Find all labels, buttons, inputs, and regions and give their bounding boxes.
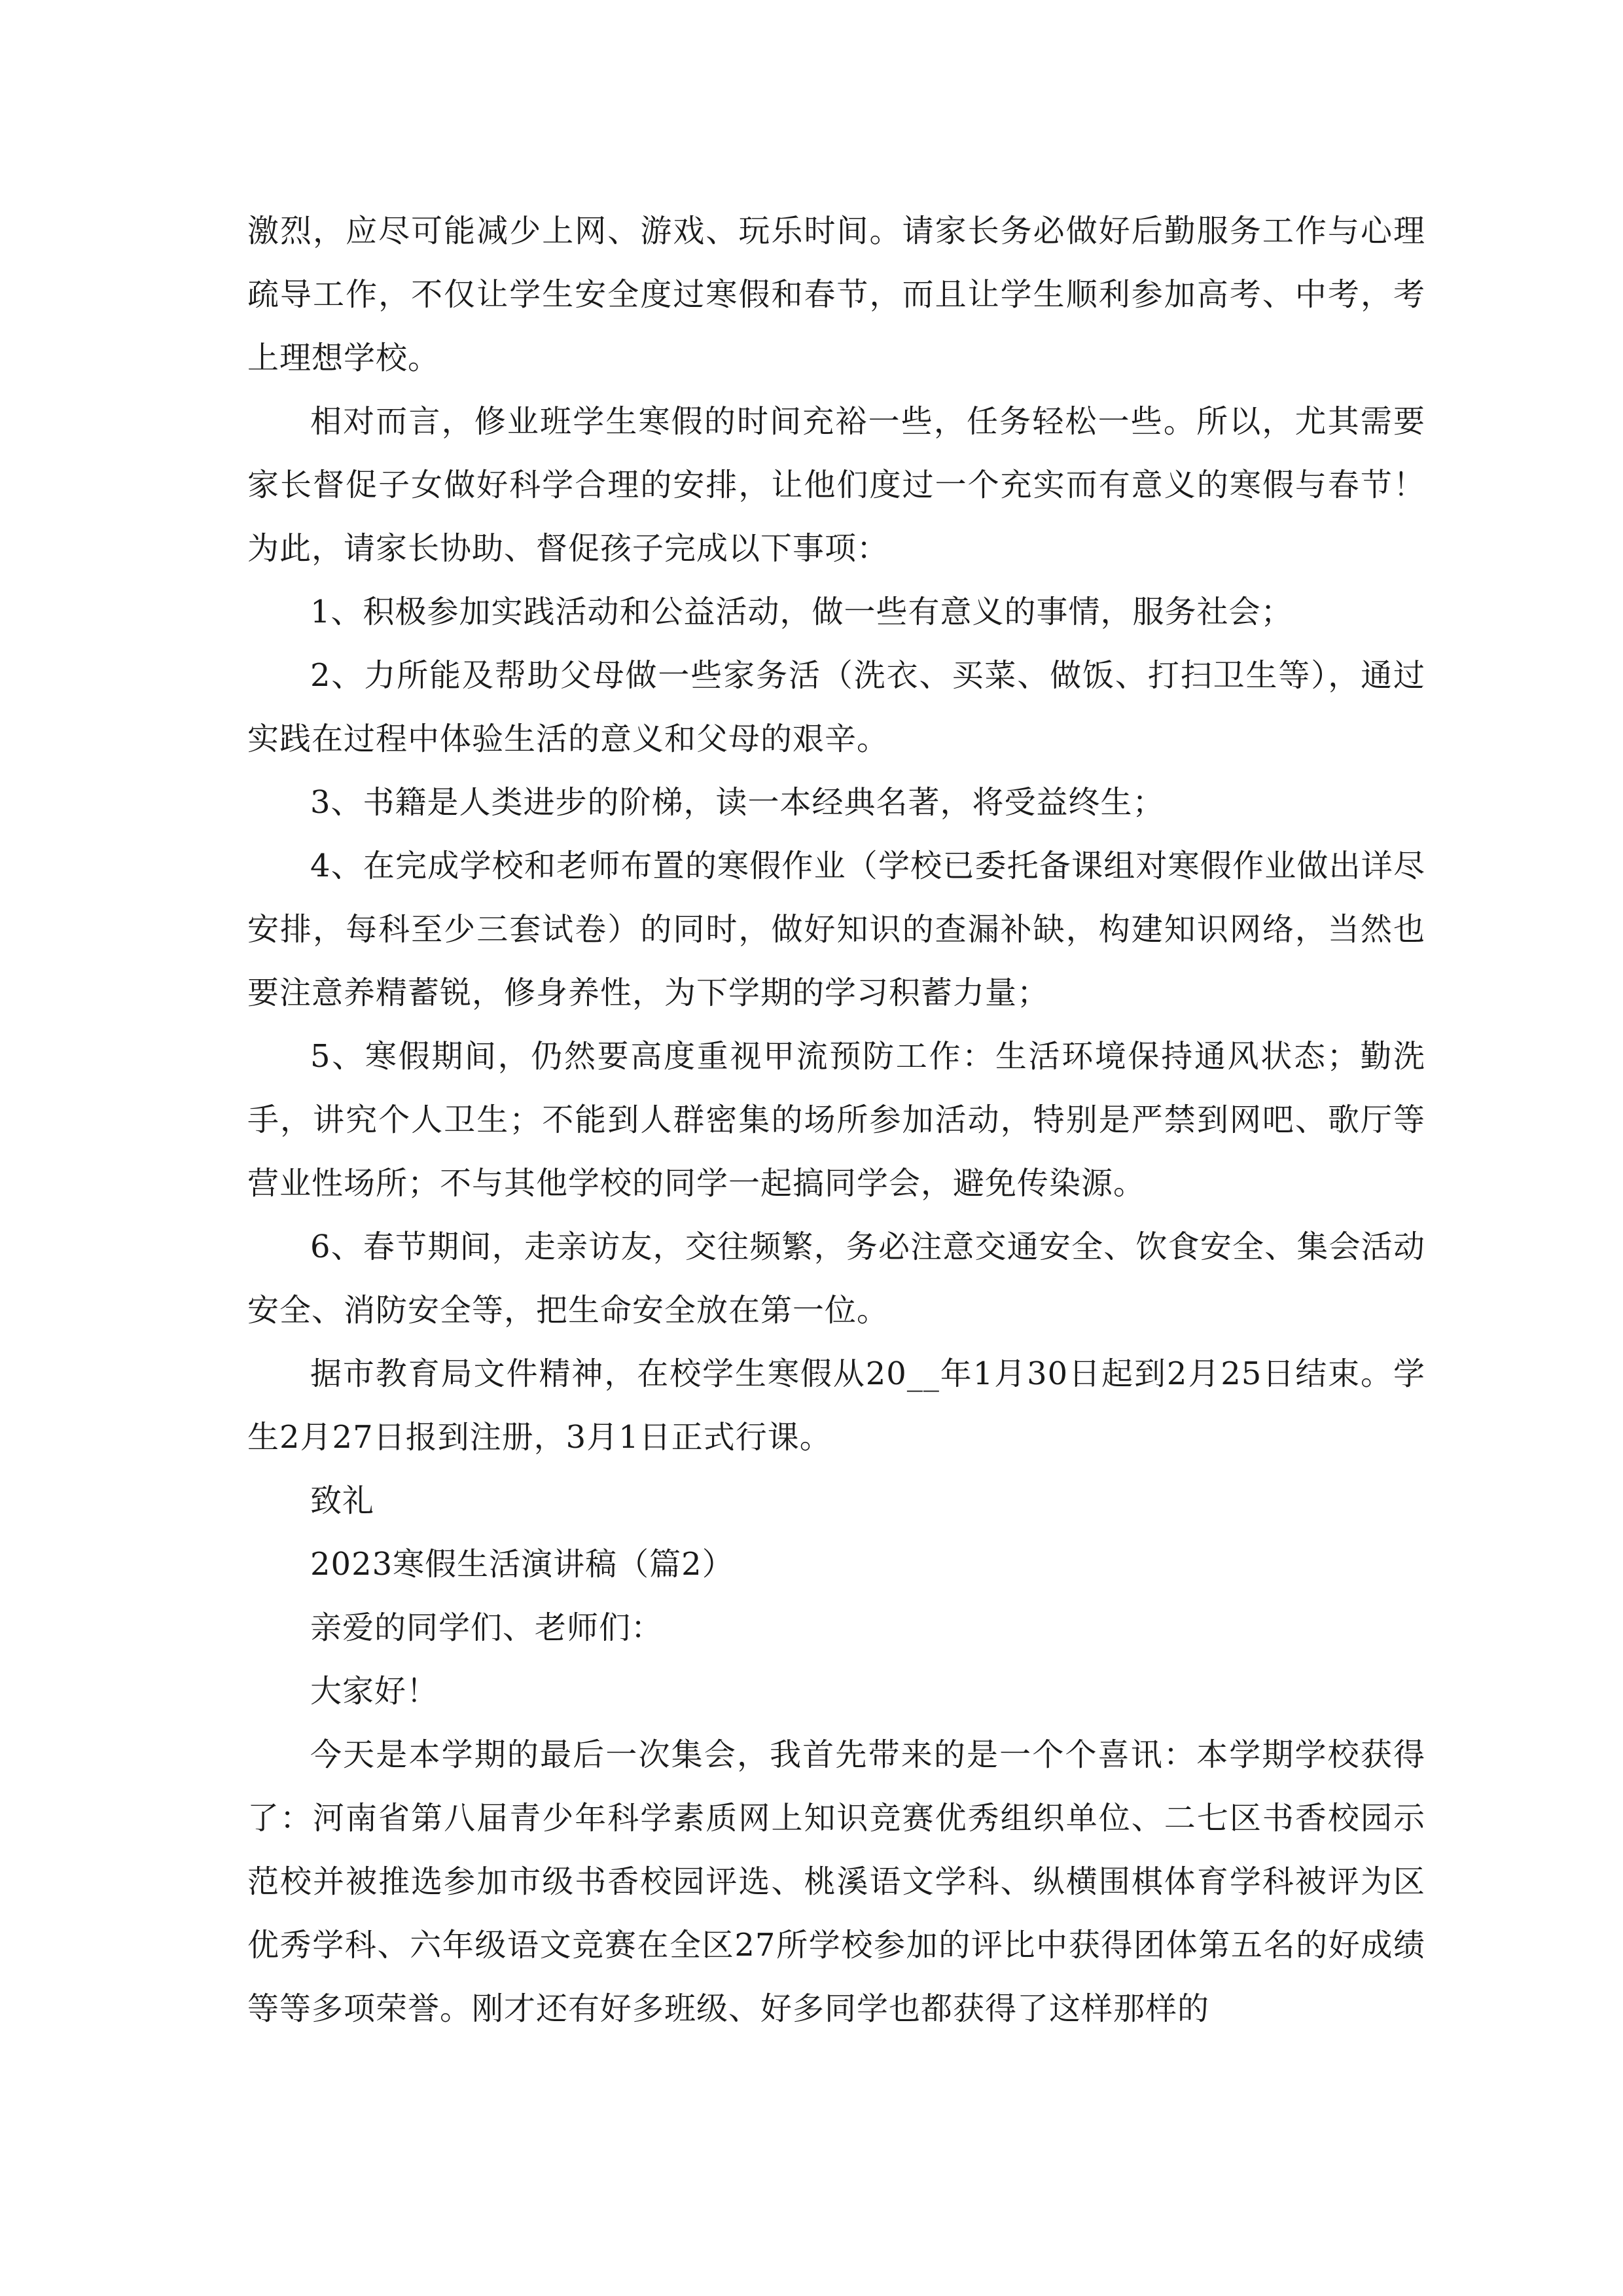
document-body bbox=[247, 200, 1425, 2041]
list-item-6: 6、春节期间，走亲访友，交往频繁，务必注意交通安全、饮食安全、集会活动安全、消防安全等，把生命安全放在第一位。 bbox=[247, 1229, 1425, 1329]
list-item-3: 3、书籍是人类进步的阶梯，读一本经典名著，将受益终生； bbox=[310, 784, 1165, 821]
list-item-4: 4、在完成学校和老师布置的寒假作业（学校已委托备课组对寒假作业做出详尽安排，每科至少三套试卷）的同时，做好知识的查漏补缺，构建知识网络，当然也要注意养精蓄锐，修身养性，为下学期的学习积蓄力量； bbox=[247, 848, 1425, 1011]
section-title: 2023寒假生活演讲稿（篇2） bbox=[310, 1546, 734, 1583]
paragraph-1: 激烈，应尽可能减少上网、游戏、玩乐时间。请家长务必做好后勤服务工作与心理疏导工作，不仅让学生安全度过寒假和春节，而且让学生顺利参加高考、中考，考上理想学校。 bbox=[247, 213, 1425, 376]
closing-salutation: 致礼 bbox=[310, 1482, 375, 1519]
paragraph-speech: 今天是本学期的最后一次集会，我首先带来的是一个个喜讯：本学期学校获得了：河南省第八届青少年科学素质网上知识竞赛优秀组织单位、二七区书香校园示范校并被推选参加市级书香校园评选、桃溪语文学科、纵横围棋体育学科被评为区优秀学科、六年级语文竞赛在全区27所学校参加的评比中获得团体第五名的好成绩等等多项荣誉。刚才还有好多班级、好多同学也都获得了这样那样的 bbox=[247, 1736, 1425, 2027]
paragraph-2: 相对而言，修业班学生寒假的时间充裕一些，任务轻松一些。所以，尤其需要家长督促子女做好科学合理的安排，让他们度过一个充实而有意义的寒假与春节！为此，请家长协助、督促孩子完成以下事项： bbox=[247, 403, 1425, 567]
list-item-1: 1、积极参加实践活动和公益活动，做一些有意义的事情，服务社会； bbox=[310, 594, 1293, 630]
paragraph-dates: 据市教育局文件精神，在校学生寒假从20__年1月30日起到2月25日结束。学生2月27日报到注册，3月1日正式行课。 bbox=[247, 1355, 1425, 1456]
greeting: 亲爱的同学们、老师们： bbox=[310, 1609, 664, 1646]
list-item-5: 5、寒假期间，仍然要高度重视甲流预防工作：生活环境保持通风状态；勤洗手，讲究个人卫生；不能到人群密集的场所参加活动，特别是严禁到网吧、歌厅等营业性场所；不与其他学校的同学一起搞同学会，避免传染源。 bbox=[247, 1038, 1425, 1202]
greeting-2: 大家好！ bbox=[310, 1673, 439, 1710]
list-item-2: 2、力所能及帮助父母做一些家务活（洗衣、买菜、做饭、打扫卫生等），通过实践在过程中体验生活的意义和父母的艰辛。 bbox=[247, 657, 1425, 757]
